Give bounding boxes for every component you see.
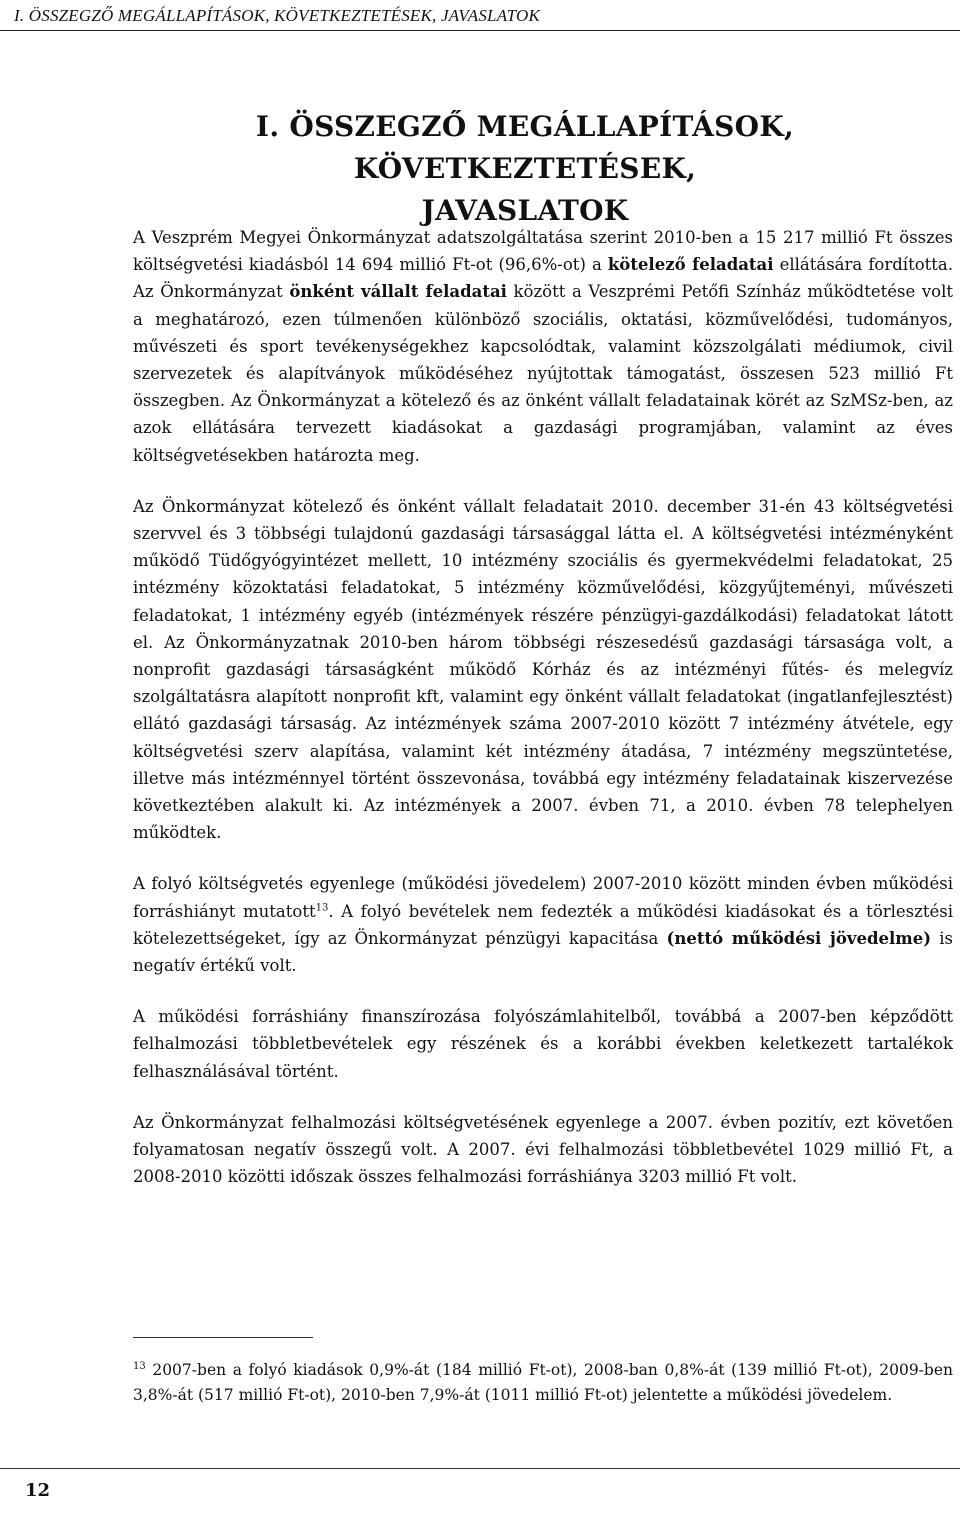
p1-text-c: ellátására fordította. Az Önkormányzat xyxy=(133,255,953,302)
p1-bold-voluntary-tasks: önként vállalt feladatai xyxy=(289,282,507,302)
footer-divider xyxy=(0,1468,960,1469)
footnote-reference[interactable]: 13 xyxy=(315,902,329,914)
p3-text-b: . A folyó bevételek nem fedezték a működési kiadásokat és a törlesztési kötelezettségeket, így az Önkormányzat pénzügyi kapacitása xyxy=(133,901,953,948)
paragraph-1 xyxy=(133,224,953,469)
footnote-divider xyxy=(133,1337,313,1338)
footnote-text: 2007-ben a folyó kiadások 0,9%-át (184 millió Ft-ot), 2008-ban 0,8%-át (139 millió Ft-ot), 2009-ben 3,8%-át (517 millió Ft-ot), 2010-ben 7,9%-át (1011 millió Ft-ot) jelentette a működési jövedelem. xyxy=(133,1361,953,1404)
paragraph-2: Az Önkormányzat kötelező és önként vállalt feladatait 2010. december 31-én 43 költségvetési szervvel és 3 többségi tulajdonú gazdasági társasággal látta el. A költségvetési intézményként működő Tüdőgyógyintézet mellett, 10 intézmény szociális és gyermekvédelmi feladatokat, 25 intézmény közoktatási feladatokat, 5 intézmény közművelődési, közgyűjteményi, művészeti feladatokat, 1 intézmény egyéb (intézmények részére pénzügyi-gazdálkodási) feladatokat látott el. Az Önkormányzatnak 2010-ben három többségi részesedésű gazdasági társasága volt, a nonprofit gazdasági társaságként működő Kórház és az intézményi fűtés- és melegvíz szolgáltatásra alapított nonprofit kft, valamint egy önként vállalt feladatokat (ingatlanfejlesztést) ellátó gazdasági társaság. Az intézmények száma 2007-2010 között 7 intézmény átvétele, egy költségvetési szerv alapítása, valamint két intézmény átadása, 7 intézmény megszüntetése, illetve más intézménnyel történt összevonása, továbbá egy intézmény feladatainak kiszervezése következtében alakult ki. Az intézmények a 2007. évben 71, a 2010. évben 78 telephelyen működtek. xyxy=(133,496,953,843)
p3-text-a: A folyó költségvetés egyenlege (működési jövedelem) 2007-2010 között minden évben működési forráshiányt mutatott xyxy=(133,874,953,921)
footnote xyxy=(133,1358,953,1408)
footnote-number: 13 xyxy=(133,1360,146,1372)
p1-text-e: között a Veszprémi Petőfi Színház működtetése volt a meghatározó, ezen túlmenően különböző szociális, oktatási, közművelődési, tudományos, művészeti és sport tevékenységekhez kapcsolódtak, valamint közszolgálati médiumok, civil szervezetek és alapítványok működéséhez nyújtottak támogatást, összesen 523 millió Ft összegben. Az Önkormányzat a kötelező és az önként vállalt feladatainak körét az SzMSz-ben, az azok ellátására tervezett kiadásokat a gazdasági programjában, valamint az éves költségvetésekben határozta meg. xyxy=(133,282,953,465)
chapter-title-line-1: I. ÖSSZEGZŐ MEGÁLLAPÍTÁSOK, KÖVETKEZTETÉSEK, xyxy=(255,110,795,185)
paragraph-3 xyxy=(133,870,953,979)
chapter-title-line-2: JAVASLATOK xyxy=(421,194,629,227)
paragraph-4: A működési forráshiány finanszírozása folyószámlahitelből, továbbá a 2007-ben képződött felhalmozási többletbevételek egy részének és a korábbi években keletkezett tartalékok felhasználásával történt. xyxy=(133,1007,953,1081)
p3-bold-net-operating-income: (nettó működési jövedelme) xyxy=(666,928,932,948)
header-divider xyxy=(0,30,960,31)
chapter-title xyxy=(125,106,925,232)
p1-text-a: A Veszprém Megyei Önkormányzat adatszolgáltatása szerint 2010-ben a 15 217 millió Ft összes költségvetési kiadásból 14 694 millió Ft-ot (96,6%-ot) a xyxy=(133,228,953,275)
p1-bold-mandatory-tasks: kötelező feladatai xyxy=(607,255,774,275)
page-number: 12 xyxy=(25,1480,51,1501)
paragraph-5: Az Önkormányzat felhalmozási költségvetésének egyenlege a 2007. évben pozitív, ezt követően folyamatosan negatív összegű volt. A 2007. évi felhalmozási többletbevétel 1029 millió Ft, a 2008-2010 közötti időszak összes felhalmozási forráshiánya 3203 millió Ft volt. xyxy=(133,1112,953,1187)
body-text xyxy=(133,224,953,1215)
p3-text-d: is negatív értékű volt. xyxy=(133,928,953,976)
running-header: I. ÖSSZEGZŐ MEGÁLLAPÍTÁSOK, KÖVETKEZTETÉSEK, JAVASLATOK xyxy=(14,6,541,25)
